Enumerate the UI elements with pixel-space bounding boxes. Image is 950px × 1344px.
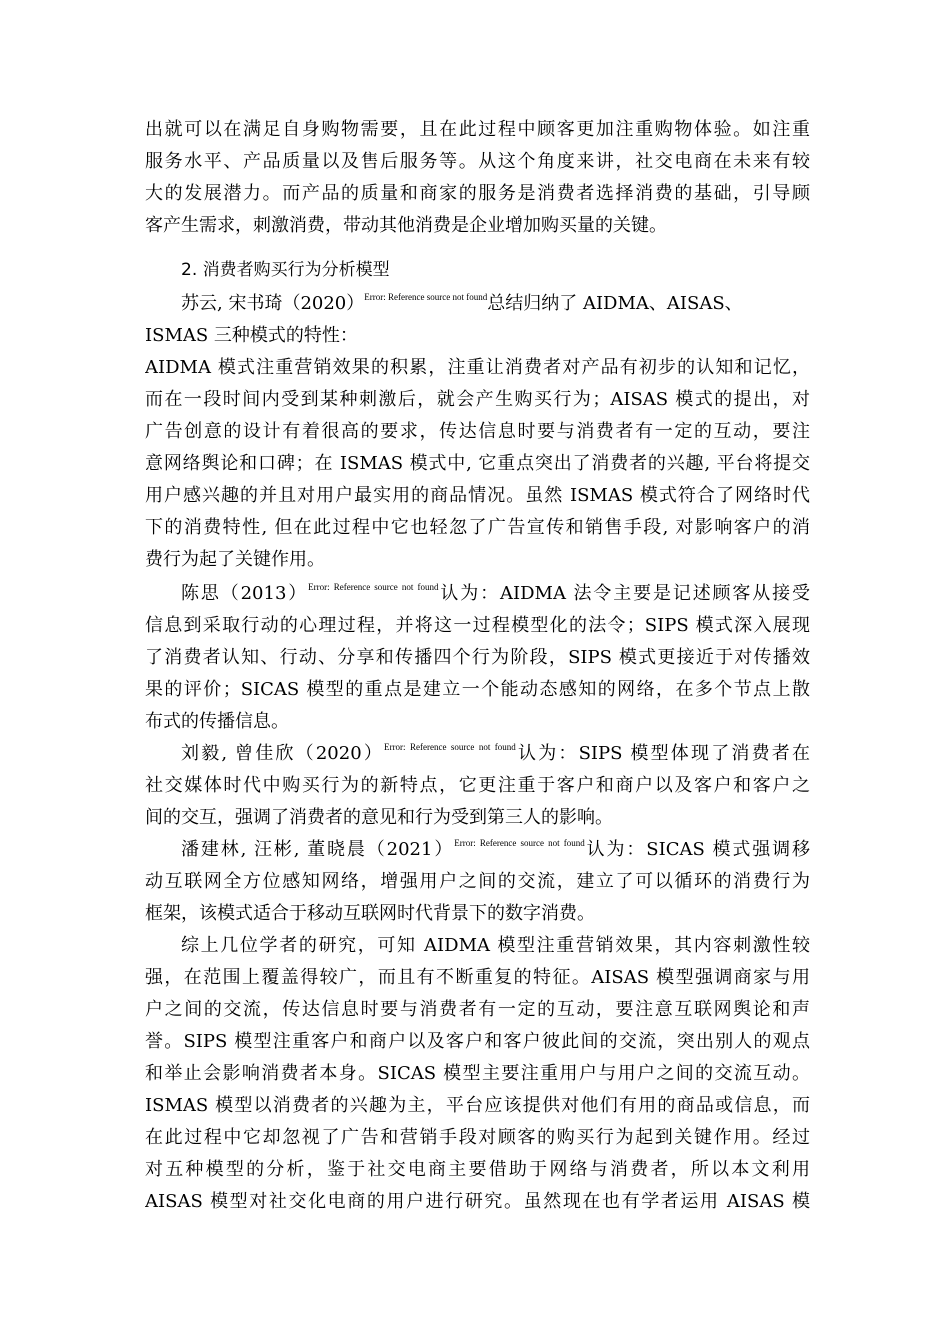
body-line: 服务水平、产品质量以及售后服务等。从这个角度来讲，社交电商在未来有较 [145, 151, 810, 172]
citation-line [181, 580, 810, 608]
body-line: 下的消费特性, 但在此过程中它也轻忽了广告宣传和销售手段, 对影响客户的消 [145, 517, 810, 538]
body-line: 强，在范围上覆盖得较广，而且有不断重复的特征。AISAS 模型强调商家与用 [145, 967, 810, 988]
citation-text: 总结归纳了 AIDMA、AISAS、 [487, 293, 743, 314]
citation-authors: 苏云, 宋书琦（2020） [181, 293, 365, 314]
body-line: 费行为起了关键作用。 [145, 549, 325, 570]
citation-line [181, 290, 810, 318]
reference-error: Error: Reference source not found [384, 742, 516, 752]
body-line: 社交媒体时代中购买行为的新特点，它更注重于客户和商户以及客户和客户之 [145, 775, 810, 796]
body-line: ISMAS 三种模式的特性： [145, 325, 358, 346]
citation-authors: 陈思（2013） [181, 583, 309, 604]
body-line: 综上几位学者的研究，可知 AIDMA 模型注重营销效果，其内容刺激性较 [181, 935, 810, 956]
body-line: 动互联网全方位感知网络，增强用户之间的交流，建立了可以循环的消费行为 [145, 871, 810, 892]
reference-error: Error: Reference source not found [308, 582, 439, 592]
body-line: 布式的传播信息。 [145, 711, 289, 732]
body-line: 意网络舆论和口碑；在 ISMAS 模式中, 它重点突出了消费者的兴趣, 平台将提交 [145, 453, 810, 474]
body-line: AISAS 模型对社交化电商的用户进行研究。虽然现在也有学者运用 AISAS 模 [145, 1191, 810, 1212]
body-line: 了消费者认知、行动、分享和传播四个行为阶段，SIPS 模式更接近于对传播效 [145, 647, 810, 668]
reference-error: Error: Reference source not found [454, 838, 585, 848]
section-heading: 2. 消费者购买行为分析模型 [181, 260, 390, 280]
body-line: AIDMA 模式注重营销效果的积累，注重让消费者对产品有初步的认知和记忆， [145, 357, 810, 378]
body-line: 在此过程中它却忽视了广告和营销手段对顾客的购买行为起到关键作用。经过 [145, 1127, 810, 1148]
body-line: 对五种模型的分析，鉴于社交电商主要借助于网络与消费者，所以本文利用 [145, 1159, 810, 1180]
body-line: 户之间的交流，传达信息时要与消费者有一定的互动，要注意互联网舆论和声 [145, 999, 810, 1020]
body-line: 和举止会影响消费者本身。SICAS 模型主要注重用户与用户之间的交流互动。 [145, 1063, 810, 1084]
citation-text: 认为：SIPS 模型体现了消费者在 [515, 743, 810, 764]
citation-line [181, 740, 810, 768]
body-line: 框架，该模式适合于移动互联网时代背景下的数字消费。 [145, 903, 595, 924]
citation-line [181, 836, 810, 864]
body-line: 誉。SIPS 模型注重客户和商户以及客户和客户彼此间的交流，突出别人的观点 [145, 1031, 810, 1052]
body-line: 客产生需求，刺激消费，带动其他消费是企业增加购买量的关键。 [145, 215, 667, 236]
body-line: 用户感兴趣的并且对用户最实用的商品情况。虽然 ISMAS 模式符合了网络时代 [145, 485, 810, 506]
body-line: 间的交互，强调了消费者的意见和行为受到第三人的影响。 [145, 807, 613, 828]
body-line: 出就可以在满足自身购物需要，且在此过程中顾客更加注重购物体验。如注重 [145, 119, 810, 140]
citation-authors: 刘毅, 曾佳欣（2020） [181, 743, 385, 764]
body-line: 果的评价；SICAS 模型的重点是建立一个能动态感知的网络，在多个节点上散 [145, 679, 810, 700]
citation-authors: 潘建林, 汪彬, 董晓晨（2021） [181, 839, 455, 860]
body-line: ISMAS 模型以消费者的兴趣为主，平台应该提供对他们有用的商品或信息，而 [145, 1095, 810, 1116]
body-line: 而在一段时间内受到某种刺激后，就会产生购买行为；AISAS 模式的提出，对 [145, 389, 810, 410]
citation-text: 认为：AIDMA 法令主要是记述顾客从接受 [438, 583, 810, 604]
body-line: 信息到采取行动的心理过程，并将这一过程模型化的法令；SIPS 模式深入展现 [145, 615, 810, 636]
body-line: 广告创意的设计有着很高的要求，传达信息时要与消费者有一定的互动，要注 [145, 421, 810, 442]
reference-error: Error: Reference source not found [364, 292, 488, 302]
body-line: 大的发展潜力。而产品的质量和商家的服务是消费者选择消费的基础，引导顾 [145, 183, 810, 204]
citation-text: 认为：SICAS 模式强调移 [584, 839, 810, 860]
